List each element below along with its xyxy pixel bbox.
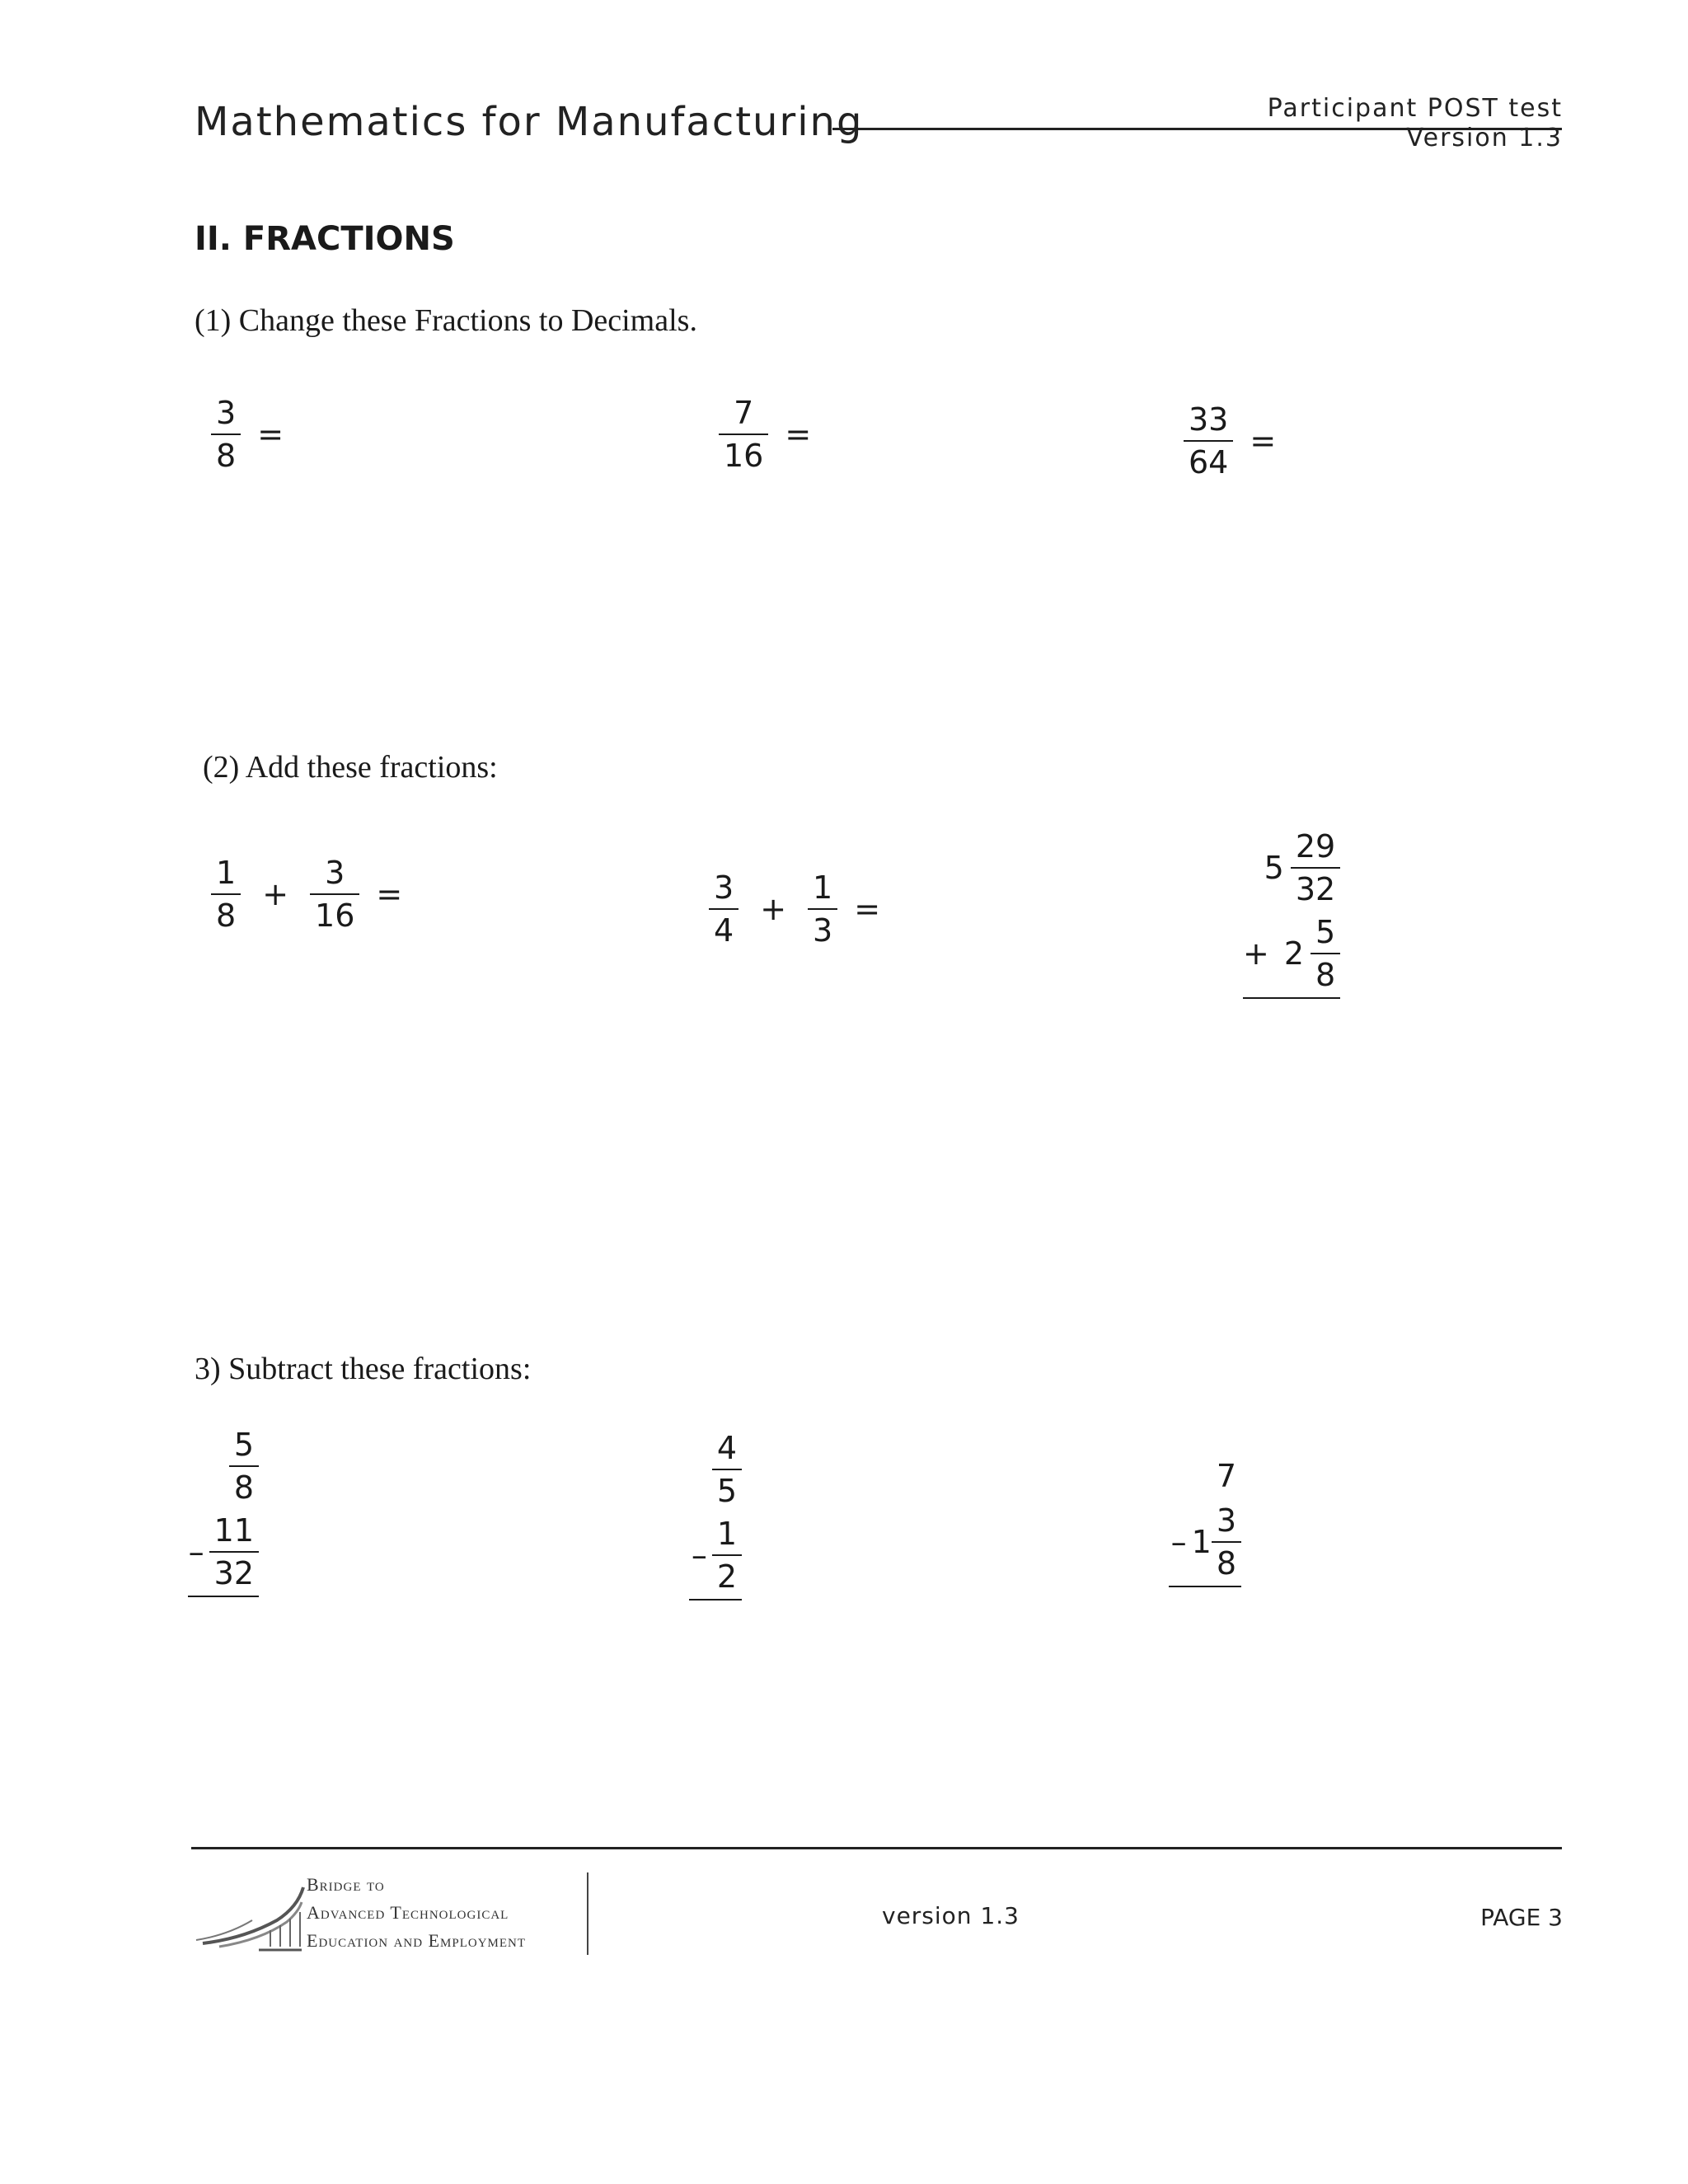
logo-text: Bridge to Advanced Technological Education and Employment bbox=[307, 1874, 527, 1951]
addend-2: + 2 $\frac{5}{8}$ bbox=[1243, 916, 1340, 991]
fraction: $\frac{3}{4}$ bbox=[709, 872, 738, 946]
subtrahend: – 1 $\frac{3}{8}$ bbox=[1169, 1505, 1241, 1579]
fraction: $\frac{1}{2}$ bbox=[712, 1518, 742, 1592]
q3-problem-a bbox=[188, 1429, 259, 1597]
header-version: Version 1.3 bbox=[1406, 124, 1563, 152]
q3-problem-c bbox=[1169, 1460, 1241, 1587]
answer-line bbox=[1243, 997, 1340, 999]
q1-item-3: $\frac{33}{64}$ = bbox=[1184, 404, 1276, 478]
header-test-label: Participant POST test bbox=[1267, 94, 1563, 123]
minuend bbox=[188, 1427, 259, 1506]
fraction: $\frac{29}{32}$ bbox=[1291, 831, 1340, 905]
header-version-block bbox=[1268, 94, 1563, 153]
addend-1: 5 $\frac{29}{32}$ bbox=[1243, 831, 1340, 905]
fraction: $\frac{11}{32}$ bbox=[209, 1515, 259, 1589]
fraction: $\frac{3}{16}$ bbox=[310, 857, 359, 931]
section-title: II. FRACTIONS bbox=[195, 220, 455, 258]
answer-line bbox=[689, 1599, 742, 1601]
logo-divider bbox=[587, 1872, 588, 1955]
page-number: PAGE 3 bbox=[1480, 1904, 1563, 1931]
q1-prompt: (1) Change these Fractions to Decimals. bbox=[195, 303, 697, 338]
subtrahend: – $\frac{1}{2}$ bbox=[689, 1518, 742, 1592]
q3-problem-b bbox=[689, 1432, 742, 1601]
q3-prompt: 3) Subtract these fractions: bbox=[195, 1352, 532, 1386]
subtrahend: – $\frac{11}{32}$ bbox=[188, 1515, 259, 1589]
footer-rule bbox=[191, 1847, 1562, 1849]
fraction: $\frac{7}{16}$ bbox=[719, 397, 768, 471]
fraction: $\frac{5}{8}$ bbox=[1311, 916, 1340, 991]
q1-item-1: $\frac{3}{8}$ = bbox=[211, 397, 284, 471]
fraction: $\frac{33}{64}$ bbox=[1184, 404, 1233, 478]
fraction: $\frac{3}{8}$ bbox=[211, 397, 241, 471]
fraction: $\frac{4}{5}$ bbox=[712, 1432, 742, 1507]
fraction: $\frac{1}{8}$ bbox=[211, 857, 241, 931]
fraction: $\frac{5}{8}$ bbox=[229, 1429, 259, 1503]
answer-line bbox=[188, 1596, 259, 1597]
minuend bbox=[689, 1432, 742, 1507]
fraction: $\frac{3}{8}$ bbox=[1212, 1505, 1241, 1579]
q2-problem-a: $\frac{1}{8}$ + $\frac{3}{16}$ = bbox=[211, 857, 402, 931]
fraction: $\frac{1}{3}$ bbox=[808, 872, 837, 946]
q1-item-2: $\frac{7}{16}$ = bbox=[719, 397, 811, 471]
q2-problem-b: $\frac{3}{4}$ + $\frac{1}{3}$ = bbox=[709, 872, 880, 946]
footer-version: version 1.3 bbox=[882, 1902, 1020, 1929]
q2-prompt: (2) Add these fractions: bbox=[203, 750, 498, 785]
minuend: 7 bbox=[1216, 1458, 1236, 1494]
q2-problem-c bbox=[1243, 828, 1340, 999]
document-title: Mathematics for Manufacturing bbox=[195, 99, 864, 145]
answer-line bbox=[1169, 1586, 1241, 1587]
